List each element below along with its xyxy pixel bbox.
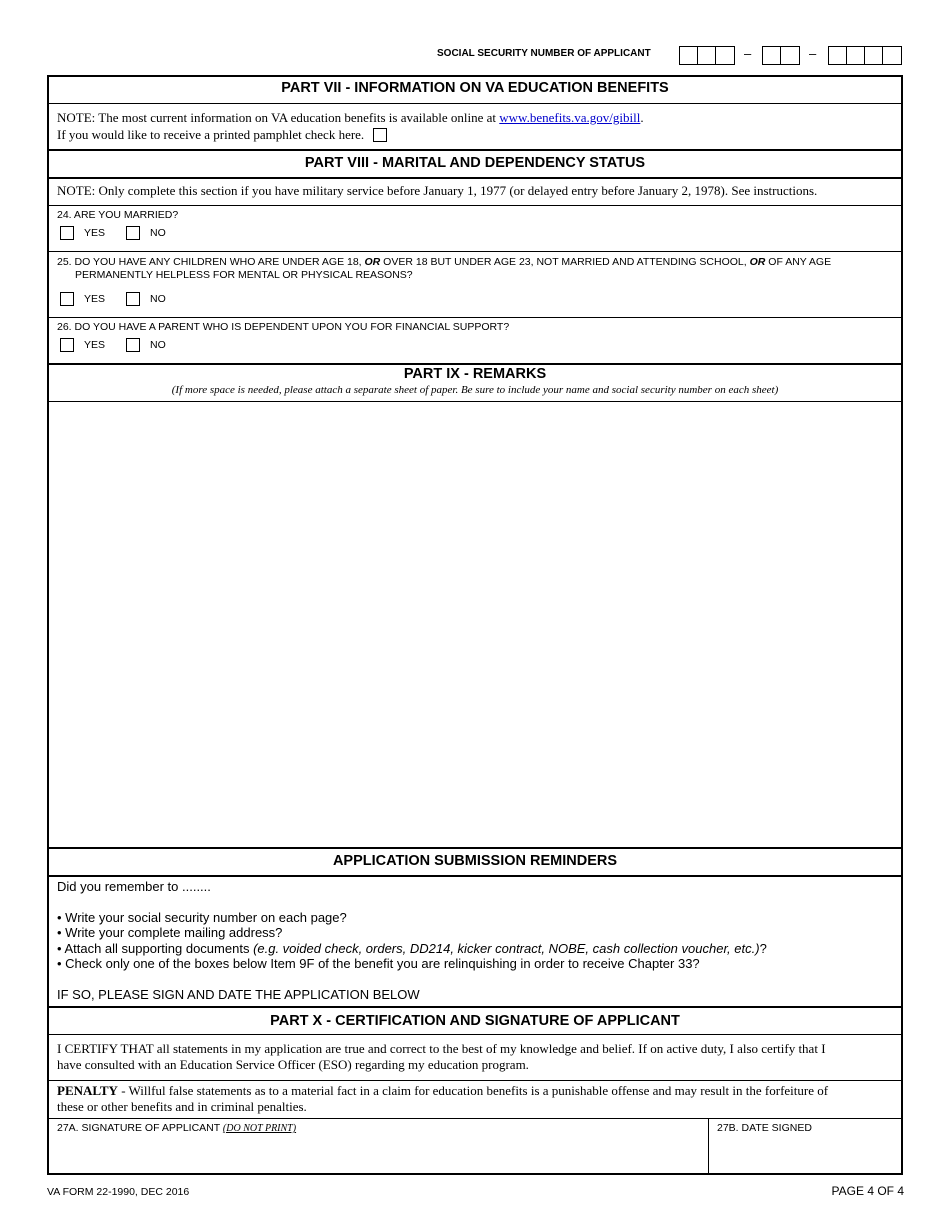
q25-no[interactable]: NO	[126, 292, 166, 306]
pamphlet-text: If you would like to receive a printed pamphlet check here.	[57, 127, 365, 142]
part10-title: PART X - CERTIFICATION AND SIGNATURE OF APPLICANT	[270, 1013, 680, 1029]
pamphlet-checkbox[interactable]	[373, 128, 387, 142]
part7-title: PART VII - INFORMATION ON VA EDUCATION BENEFITS	[281, 80, 669, 96]
penalty-line-2: these or other benefits and in criminal penalties.	[57, 1099, 307, 1114]
signature-field[interactable]	[49, 1119, 708, 1175]
reminders-closing: IF SO, PLEASE SIGN AND DATE THE APPLICATION BELOW	[57, 987, 420, 1002]
q24-yes-checkbox[interactable]	[60, 226, 74, 240]
q26-no-checkbox[interactable]	[126, 338, 140, 352]
penalty-line-1: PENALTY - Willful false statements as to a material fact in a claim for education benefits is a punishable offense and may result in the forfeiture of	[57, 1083, 829, 1098]
ssn-dash-1: –	[744, 46, 752, 61]
reminder-item-4: • Check only one of the boxes below Item 9F of the benefit you are relinquishing in order to receive Chapter 33?	[57, 956, 700, 971]
certify-line-1: I CERTIFY THAT all statements in my application are true and correct to the best of my knowledge and belief. If on active duty, I also certify that I	[57, 1041, 826, 1056]
ssn-dash-2: –	[809, 46, 817, 61]
q25-label: 25. DO YOU HAVE ANY CHILDREN WHO ARE UNDER AGE 18, OR OVER 18 BUT UNDER AGE 23, NOT MARRIED AND ATTENDING SCHOOL, OR OF ANY AGE	[57, 256, 832, 268]
part7-note: NOTE: The most current information on VA education benefits is available online at www.benefits.va.gov/gibill.	[57, 110, 644, 125]
q25-yes-checkbox[interactable]	[60, 292, 74, 306]
gibill-link[interactable]: www.benefits.va.gov/gibill	[499, 110, 641, 125]
part8-title: PART VIII - MARITAL AND DEPENDENCY STATUS	[304, 155, 646, 171]
q26-label: 26. DO YOU HAVE A PARENT WHO IS DEPENDENT UPON YOU FOR FINANCIAL SUPPORT?	[57, 321, 510, 333]
date-signed-label: 27B. DATE SIGNED	[717, 1122, 812, 1134]
q24-no-checkbox[interactable]	[126, 226, 140, 240]
form-id: VA FORM 22-1990, DEC 2016	[47, 1186, 190, 1198]
remarks-area[interactable]	[49, 402, 901, 847]
q25-yes[interactable]: YES	[60, 292, 105, 306]
ssn-label: SOCIAL SECURITY NUMBER OF APPLICANT	[437, 48, 651, 59]
ssn-group-2[interactable]	[762, 46, 800, 65]
reminder-item-2: • Write your complete mailing address?	[57, 925, 283, 940]
signature-label: 27A. SIGNATURE OF APPLICANT (DO NOT PRINT)	[57, 1122, 297, 1134]
q25-no-checkbox[interactable]	[126, 292, 140, 306]
ssn-group-3[interactable]	[828, 46, 902, 65]
q24-label: 24. ARE YOU MARRIED?	[57, 209, 179, 221]
certify-line-2: have consulted with an Education Service Officer (ESO) regarding my education program.	[57, 1057, 529, 1072]
reminder-item-3: • Attach all supporting documents (e.g. voided check, orders, DD214, kicker contract, NOBE, cash collection voucher, etc.)?	[57, 941, 767, 956]
page-number: PAGE 4 OF 4	[831, 1184, 904, 1198]
part8-note: NOTE: Only complete this section if you have military service before January 1, 1977 (or delayed entry before January 2, 1978). See instructions.	[57, 183, 818, 198]
q25-label-line2: PERMANENTLY HELPLESS FOR MENTAL OR PHYSICAL REASONS?	[75, 269, 413, 281]
ssn-header	[437, 46, 907, 66]
form-frame	[47, 75, 903, 1175]
reminders-title: APPLICATION SUBMISSION REMINDERS	[332, 853, 618, 869]
reminders-intro: Did you remember to ........	[57, 879, 211, 894]
q26-yes-checkbox[interactable]	[60, 338, 74, 352]
q26-yes[interactable]: YES	[60, 338, 105, 352]
q24-yes[interactable]: YES	[60, 226, 105, 240]
q24-no[interactable]: NO	[126, 226, 166, 240]
reminder-item-1: • Write your social security number on each page?	[57, 910, 347, 925]
part9-subtitle: (If more space is needed, please attach a separate sheet of paper. Be sure to include your name and social security number on each sheet)	[171, 384, 779, 396]
pamphlet-row	[57, 127, 901, 143]
part9-title: PART IX - REMARKS	[403, 366, 547, 382]
date-signed-field[interactable]	[709, 1119, 901, 1175]
ssn-group-1[interactable]	[679, 46, 735, 65]
q26-no[interactable]: NO	[126, 338, 166, 352]
